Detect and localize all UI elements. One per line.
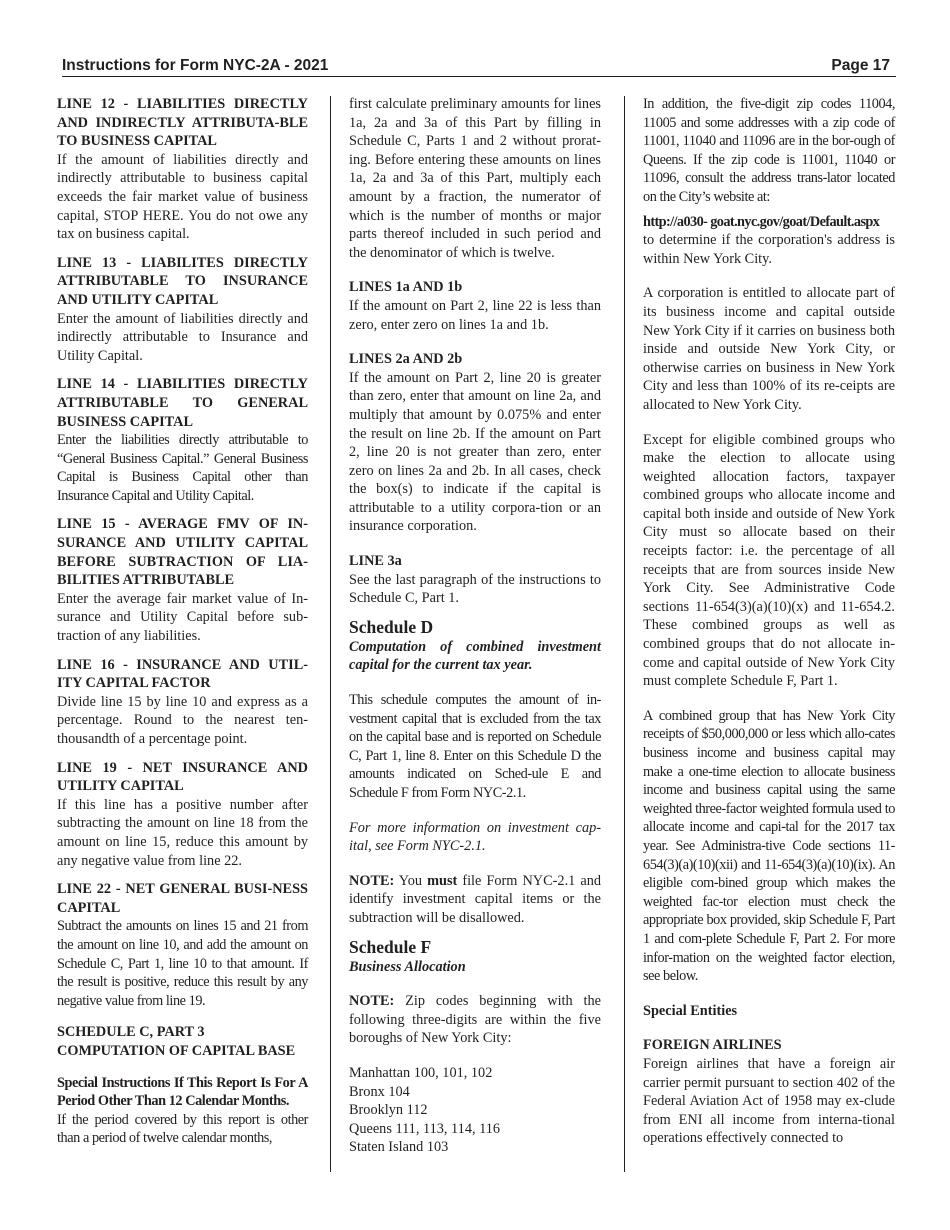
section-body: to determine if the corporation's address is within New York City. [643,232,895,267]
line-3a-section [349,552,601,608]
column-divider-2 [624,96,625,1172]
section-heading: LINE 3a [349,553,402,570]
line-12-section [57,95,308,244]
section-body: Divide line 15 by line 10 and express as a percentage. Round to the nearest ten-thousandth of a percentage point. [57,693,308,747]
section-heading: LINE 13 - LIABILITES DIRECTLY ATTRIBUTABLE TO INSURANCE AND UTILITY CAPITAL [57,254,308,308]
note-emphasis: must [427,872,458,889]
document-title: Instructions for Form NYC-2A - 2021 [62,57,329,74]
line-15-section [57,515,308,645]
website-url[interactable]: http://a030- goat.nyc.gov/goat/Default.aspx [643,213,880,230]
note-label: NOTE: [349,872,395,889]
section-body: Foreign airlines that have a foreign air carrier permit pursuant to section 402 of the Federal Aviation Act of 1958 may ex-clude from ENI all income from interna-tional operations effectively connected to [643,1055,895,1147]
section-body: See the last paragraph of the instructions to Schedule C, Part 1. [349,571,601,607]
note-text: Zip codes beginning with the following three-digits are within the five boroughs of New York City: [349,993,601,1047]
line-16-section [57,656,308,749]
lines-2-section [349,350,601,536]
special-entities-heading [643,1002,895,1021]
note-text-b: file Form NYC-2.1 and identify investment capital items or the subtraction will be disallowed. [349,872,602,926]
weighted-factor-paragraph [643,707,895,986]
line-19-section [57,759,308,871]
schedule-d-header [349,616,601,675]
note-paragraph [349,992,601,1048]
section-body: This schedule computes the amount of in-vestment capital that is excluded from the tax on the capital base and is reported on Schedule C, Part 1, line 8. Enter on this Schedule D the amounts indicated on Sched-ule E and Schedule F from Form NYC-2.1. [349,692,601,801]
section-heading: LINE 12 - LIABILITIES DIRECTLY AND INDIRECTLY ATTRIBUTA-BLE TO BUSINESS CAPITAL [57,96,308,150]
list-item: Staten Island 103 [349,1139,449,1156]
address-translator-link [643,213,895,269]
section-heading: LINE 15 - AVERAGE FMV OF IN-SURANCE AND UTILITY CAPITAL BEFORE SUBTRACTION OF LIA-BILITIES ATTRIBUTABLE [57,516,308,589]
borough-zip-list [349,1064,601,1157]
page-number: Page 17 [831,57,890,74]
schedule-title: Schedule D [349,616,434,637]
list-item: Brooklyn 112 [349,1102,428,1119]
section-body: If the amount on Part 2, line 20 is greater than zero, enter that amount on line 2a, and multiply that amount by 0.075% and enter the result on line 2b. If the amount on Part 2, line 20 is not greater than zero, enter zero on lines 2a and 2b. In all cases, check the box(s) to indicate if the capital is attributable to a utility corpora-tion or an insurance corporation. [349,369,601,535]
section-body: Enter the amount of liabilities directly and indirectly attributable to Insurance and Utility Capital. [57,310,308,364]
section-heading: LINE 19 - NET INSURANCE AND UTILITY CAPITAL [57,759,308,795]
section-heading: LINE 14 - LIABILITIES DIRECTLY ATTRIBUTABLE TO GENERAL BUSINESS CAPITAL [57,376,308,430]
section-body: If the amount on Part 2, line 22 is less than zero, enter zero on lines 1a and 1b. [349,297,601,333]
schedule-subtitle: Business Allocation [349,958,466,975]
section-heading: LINE 22 - NET GENERAL BUSI-NESS CAPITAL [57,881,308,916]
section-heading: Special Entities [643,1002,738,1019]
note-text-a: You [394,872,428,889]
line-14-section [57,375,308,505]
schedule-d-body [349,691,601,803]
column-3 [643,95,895,1158]
foreign-airlines-section [643,1036,895,1148]
special-instructions-section [57,1074,308,1148]
note-must-file [349,872,601,928]
section-body: Subtract the amounts on lines 15 and 21 from the amount on line 10, and add the amount on Schedule C, Part 1, line 10 to that amount. If the result is positive, reduce this result by any negative value from line 19. [57,918,308,1009]
line-13-section [57,254,308,366]
section-body: first calculate preliminary amounts for lines 1a, 2a and 3a of this Part by filling in Schedule C, Parts 1 and 2 without prorat-ing. Before entering these amounts on lines 1a, 2a and 3a of this Part, multiply each amount by a fraction, the numerator of which is the number of months or major parts thereof included in such period and the denominator of which is twelve. [349,96,601,261]
section-body: If the amount of liabilities directly and indirectly attributable to business capital exceeds the fair market value of business capital, STOP HERE. You do not owe any tax on business capital. [57,151,308,243]
investment-info-note [349,819,601,856]
section-heading: Special Instructions If This Report Is For A Period Other Than 12 Calendar Months. [57,1074,308,1110]
section-body: A corporation is entitled to allocate part of its business income and capital outside New York City if it carries on business both inside and outside New York City, or otherwise carries on business in New York City and less than 100% of its re-ceipts are allocated to New York City. [643,285,895,413]
page-header [62,56,896,77]
section-heading: LINES 2a AND 2b [349,351,463,368]
section-body: A combined group that has New York City receipts of $50,000,000 or less which allo-cates business income and business capital may make a one-time election to allocate business income and business capital using the same weighted three-factor weighted formula used to allocate income and capi-tal for the 2017 tax year. See Administra-tive Code sections 11-654(3)(a)(10)(xii) and 11-654(3)(a)(10)(ix). An eligible com-bined group which makes the weighted fac-tor election must check the appropriate box provided, skip Schedule F, Part 1 and com-plete Schedule F, Part 2. For more infor-mation on the weighted factor election, see below. [643,707,895,985]
section-heading: SCHEDULE C, PART 3 COMPUTATION OF CAPITAL BASE [57,1024,296,1059]
section-body: Enter the average fair market value of In-surance and Utility Capital before sub-traction of any liabilities. [57,590,308,645]
receipts-factor-paragraph [643,431,895,691]
section-body: Enter the liabilities directly attributable to “General Business Capital.” General Business Capital is Business Capital other than Insurance Capital and Utility Capital. [57,432,308,504]
schedule-subtitle: Computation of combined investment capital for the current tax year. [349,638,601,674]
note-label: NOTE: [349,993,395,1010]
proration-paragraph [349,95,601,262]
schedule-title: Schedule F [349,936,432,957]
list-item: Bronx 104 [349,1083,410,1100]
section-body: If this line has a positive number after subtracting the amount on line 18 from the amount on line 15, reduce this amount by any negative value from line 22. [57,796,308,869]
line-22-section [57,880,308,1010]
section-heading: FOREIGN AIRLINES [643,1037,782,1054]
queens-zip-paragraph [643,95,895,207]
section-body: If the period covered by this report is other than a period of twelve calendar months, [57,1111,308,1147]
note-paragraph [349,872,601,928]
section-body: Except for eligible combined groups who make the election to allocate using weighted allocation factors, taxpayer combined groups who allocate income and capital both inside and outside of New York City must so allocate based on their receipts factor: i.e. the percentage of all receipts that are from sources inside New York City. See Administrative Code sections 11-654(3)(a)(10)(x) and 11-654.2. These combined groups as well as combined groups that do not allocate in-come and capital outside of New York City must complete Schedule F, Part 1. [643,431,895,690]
lines-1-section [349,278,601,334]
section-heading: LINE 16 - INSURANCE AND UTIL-ITY CAPITAL FACTOR [57,656,308,692]
zip-code-note [349,992,601,1048]
list-item: Queens 111, 113, 114, 116 [349,1120,501,1137]
column-divider-1 [330,96,331,1172]
section-heading: LINES 1a AND 1b [349,279,463,296]
schedule-f-header [349,936,601,977]
list-item: Manhattan 100, 101, 102 [349,1064,493,1081]
column-1 [57,95,308,1158]
section-body: In addition, the five-digit zip codes 11004, 11005 and some addresses with a zip code of 11001, 11040 and 11096 are in the bor-ough of Queens. If the zip code is 11001, 11040 or 11096, consult the address trans-lator located on the City’s website at: [643,96,895,205]
allocation-paragraph [643,284,895,414]
column-2 [349,95,601,1167]
part-3-section [57,1023,308,1060]
section-body: For more information on investment cap-ital, see Form NYC-2.1. [349,819,601,855]
